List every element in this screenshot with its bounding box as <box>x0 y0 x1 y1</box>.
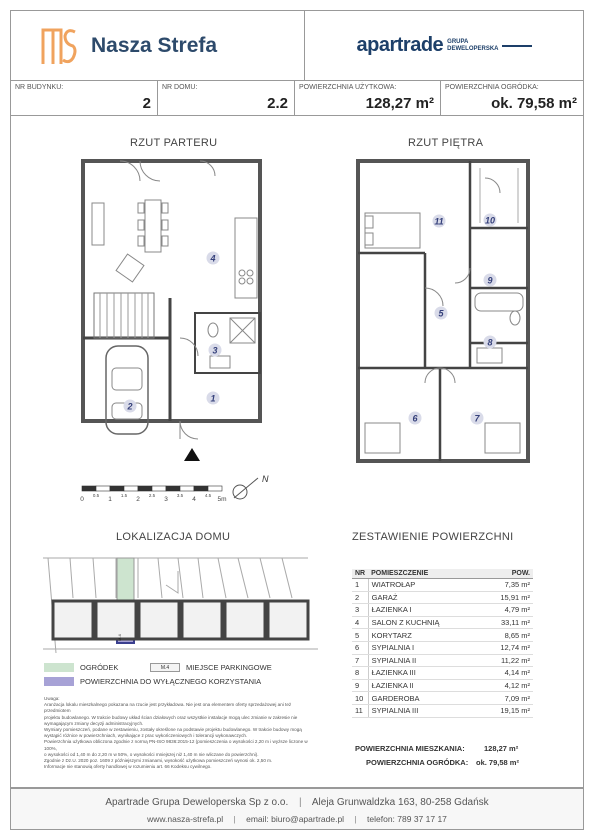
nasza-strefa-logo <box>11 11 305 80</box>
house-number-label: NR DOMU: <box>162 84 198 91</box>
scale-segment <box>152 486 166 491</box>
room-marker-9: 9 <box>487 275 493 286</box>
row-area: 15,91 m² <box>489 591 533 604</box>
row-room-name: GARDEROBA <box>368 692 489 705</box>
room-marker-8: 8 <box>487 337 493 348</box>
scale-segment <box>110 486 124 491</box>
table-row <box>352 654 533 667</box>
table-header-row <box>352 569 533 579</box>
row-number: 9 <box>352 679 368 692</box>
total-living-label: POWIERZCHNIA MIESZKANIA: <box>355 744 465 753</box>
row-number: 4 <box>352 616 368 629</box>
footer-website-link[interactable]: www.nasza-strefa.pl <box>147 814 224 824</box>
area-summary-table <box>352 569 533 718</box>
legend-exclusive <box>44 677 261 686</box>
room-marker-1: 1 <box>210 393 216 404</box>
footer-contact-line <box>11 814 583 824</box>
table-row <box>352 667 533 680</box>
table-row <box>352 629 533 642</box>
ground-floor-plan <box>80 158 265 468</box>
footer-phone: telefon: 789 37 17 17 <box>367 814 447 824</box>
footer <box>10 788 584 830</box>
garden-swatch <box>44 663 74 672</box>
notes-line: wystąpić różnice w powierzchniach, wynikające z prac wykończeniowych i tolerancji wykonawczych. <box>44 733 248 739</box>
summary-title: ZESTAWIENIE POWIERZCHNI <box>352 531 514 543</box>
north-label: N <box>262 474 269 484</box>
row-area: 7,35 m² <box>489 579 533 592</box>
scale-bar <box>78 474 288 512</box>
legend-garden-label: OGRÓDEK <box>80 663 119 672</box>
scale-segment <box>138 486 152 491</box>
scale-segment <box>96 486 110 491</box>
scale-tick-label: 1 <box>108 496 112 503</box>
scale-tick-label: 0 <box>80 496 84 503</box>
row-number: 6 <box>352 641 368 654</box>
disclaimer-notes <box>44 696 314 770</box>
table-row <box>352 641 533 654</box>
notes-line: Aranżacja lokalu mieszkalnego pokazana na rzucie jest przykładowa. Nie jest ona elementem oferty sprzedażowej ani też przedmiotem <box>44 702 292 714</box>
info-strip <box>10 80 584 116</box>
table-row <box>352 604 533 617</box>
footer-email-link[interactable]: email: biuro@apartrade.pl <box>246 814 345 824</box>
row-room-name: SYPIALNIA III <box>368 704 489 717</box>
nasza-strefa-mark-icon <box>39 24 79 68</box>
right-brand-sub <box>447 39 498 53</box>
row-room-name: GARAŻ <box>368 591 489 604</box>
room-marker-6: 6 <box>412 413 418 424</box>
usable-area-value: 128,27 m² <box>365 95 434 112</box>
scale-tick-label: 4.5 <box>204 493 212 498</box>
left-brand-name: Nasza Strefa <box>91 33 218 57</box>
table-row <box>352 579 533 592</box>
garden-area-value: ok. 79,58 m² <box>491 95 577 112</box>
notes-line: o wysokości od 1,40 m do 2,20 m w 50%, o wysokości mniejszej niż 1,40 m nie wliczane do powierzchni). <box>44 751 259 757</box>
row-room-name: KORYTARZ <box>368 629 489 642</box>
table-row <box>352 591 533 604</box>
row-number: 7 <box>352 654 368 667</box>
row-number: 11 <box>352 704 368 717</box>
row-number: 2 <box>352 591 368 604</box>
row-area: 33,11 m² <box>489 616 533 629</box>
building-number-value: 2 <box>142 95 151 112</box>
exclusive-swatch <box>44 677 74 686</box>
room-marker-11: 11 <box>434 216 444 227</box>
header-area: POW. <box>489 569 533 579</box>
right-brand-sub-1: GRUPA <box>447 38 469 45</box>
scale-segment <box>194 486 208 491</box>
total-garden-label: POWIERZCHNIA OGRÓDKA: <box>366 758 469 767</box>
room-marker-4: 4 <box>210 253 216 264</box>
footer-address: Aleja Grunwaldzka 163, 80-258 Gdańsk <box>311 797 489 808</box>
scale-tick-label: 2.5 <box>148 493 156 498</box>
room-marker-7: 7 <box>474 413 480 424</box>
row-area: 8,65 m² <box>489 629 533 642</box>
header <box>10 10 584 80</box>
scale-tick-label: 1.5 <box>120 493 128 498</box>
row-room-name: SYPIALNIA I <box>368 641 489 654</box>
footer-company-line <box>11 797 583 808</box>
scale-segment <box>82 486 96 491</box>
row-room-name: SYPIALNIA II <box>368 654 489 667</box>
garden-area-cell <box>441 81 583 115</box>
house-number-value: 2.2 <box>267 95 288 112</box>
row-room-name: ŁAZIENKA II <box>368 679 489 692</box>
scale-tick-label: 5m <box>217 496 227 503</box>
row-area: 19,15 m² <box>489 704 533 717</box>
scale-segment <box>180 486 194 491</box>
row-room-name: WIATROŁAP <box>368 579 489 592</box>
usable-area-label: POWIERZCHNIA UŻYTKOWA: <box>299 84 397 91</box>
notes-line: Informacje nie stanowią oferty handlowej w rozumieniu art. 66 Kodeksu cywilnego. <box>44 764 212 770</box>
building-number-cell <box>11 81 158 115</box>
garden-area-shape <box>117 558 134 600</box>
notes-title: Uwaga: <box>44 696 60 701</box>
upper-floor-plan <box>355 158 535 468</box>
footer-company: Apartrade Grupa Deweloperska Sp z o.o. <box>105 797 289 808</box>
notes-line: Zgodnie z Dz.U. 2020 poz. 1609 z późniejszymi zmianami, wysokość użytkowa pomieszczeń wynosi ok. 2,50 m. <box>44 758 273 764</box>
scale-tick-label: 3 <box>164 496 168 503</box>
row-number: 10 <box>352 692 368 705</box>
lot-label: M.4 <box>117 634 122 641</box>
location-map <box>38 553 323 658</box>
header-nr: NR <box>352 569 368 579</box>
apartrade-logo <box>305 11 583 80</box>
brand-underline <box>502 45 532 47</box>
garden-area-label: POWIERZCHNIA OGRÓDKA: <box>445 84 539 91</box>
scale-segment <box>166 486 180 491</box>
row-number: 1 <box>352 579 368 592</box>
notes-line: Wymiary pomieszczeń, podane w zestawieniu, zostały określone na podstawie projektu budowlanego. W trakcie budowy mogą <box>44 727 302 733</box>
table-row <box>352 692 533 705</box>
upper-floor-title: RZUT PIĘTRA <box>408 137 484 149</box>
total-living-value: 128,27 m² <box>484 744 519 753</box>
header-room: POMIESZCZENIE <box>368 569 489 579</box>
scale-segment <box>208 486 222 491</box>
row-area: 7,09 m² <box>489 692 533 705</box>
building-number-label: NR BUDYNKU: <box>15 84 64 91</box>
usable-area-cell <box>295 81 441 115</box>
room-marker-5: 5 <box>438 308 444 319</box>
row-number: 3 <box>352 604 368 617</box>
notes-line: projektu budowlanego. W trakcie budowy układ ścian działowych oraz wszystkie instalacje mogą ulec zmianie w zakresie nie <box>44 714 298 720</box>
notes-body <box>44 702 314 770</box>
legend-parking <box>150 663 272 672</box>
table-row <box>352 616 533 629</box>
footer-separator: | <box>299 797 302 808</box>
room-marker-10: 10 <box>484 215 496 226</box>
ground-floor-title: RZUT PARTERU <box>130 137 218 149</box>
footer-separator: | <box>233 814 236 824</box>
scale-segment <box>124 486 138 491</box>
row-area: 11,22 m² <box>489 654 533 667</box>
row-room-name: ŁAZIENKA III <box>368 667 489 680</box>
room-marker-2: 2 <box>127 401 133 412</box>
right-brand-name: apartrade <box>356 34 444 56</box>
right-brand-sub-2: DEWELOPERSKA <box>447 45 499 52</box>
scale-tick-label: 2 <box>136 496 140 503</box>
row-number: 5 <box>352 629 368 642</box>
row-area: 4,79 m² <box>489 604 533 617</box>
table-row <box>352 704 533 717</box>
entrance-arrow-icon <box>184 448 200 461</box>
footer-separator: | <box>354 814 357 824</box>
row-room-name: SALON Z KUCHNIĄ <box>368 616 489 629</box>
table-row <box>352 679 533 692</box>
scale-tick-label: 3.5 <box>176 493 184 498</box>
row-area: 12,74 m² <box>489 641 533 654</box>
parking-swatch: M.4 <box>150 663 180 672</box>
row-number: 8 <box>352 667 368 680</box>
row-area: 4,14 m² <box>489 667 533 680</box>
room-marker-3: 3 <box>212 345 218 356</box>
house-number-cell <box>158 81 295 115</box>
legend-garden <box>44 663 118 672</box>
row-room-name: ŁAZIENKA I <box>368 604 489 617</box>
scale-tick-label: 4 <box>192 496 196 503</box>
total-garden-value: ok. 79,58 m² <box>476 758 519 767</box>
location-title: LOKALIZACJA DOMU <box>116 531 231 543</box>
legend-parking-label: MIEJSCE PARKINGOWE <box>186 663 272 672</box>
notes-line: Powierzchnia użytkowa obliczona zgodnie z normą PN-ISO 9836:2015-12 (pomieszczenia o wysokości 2,20 m i wyższe liczone w 100%, <box>44 739 308 751</box>
legend-exclusive-label: POWIERZCHNIA DO WYŁĄCZNEGO KORZYSTANIA <box>80 677 262 686</box>
notes-line: wymagającym zmiany decyzji administracyjnych. <box>44 720 144 726</box>
row-area: 4,12 m² <box>489 679 533 692</box>
scale-tick-label: 0.5 <box>92 493 100 498</box>
